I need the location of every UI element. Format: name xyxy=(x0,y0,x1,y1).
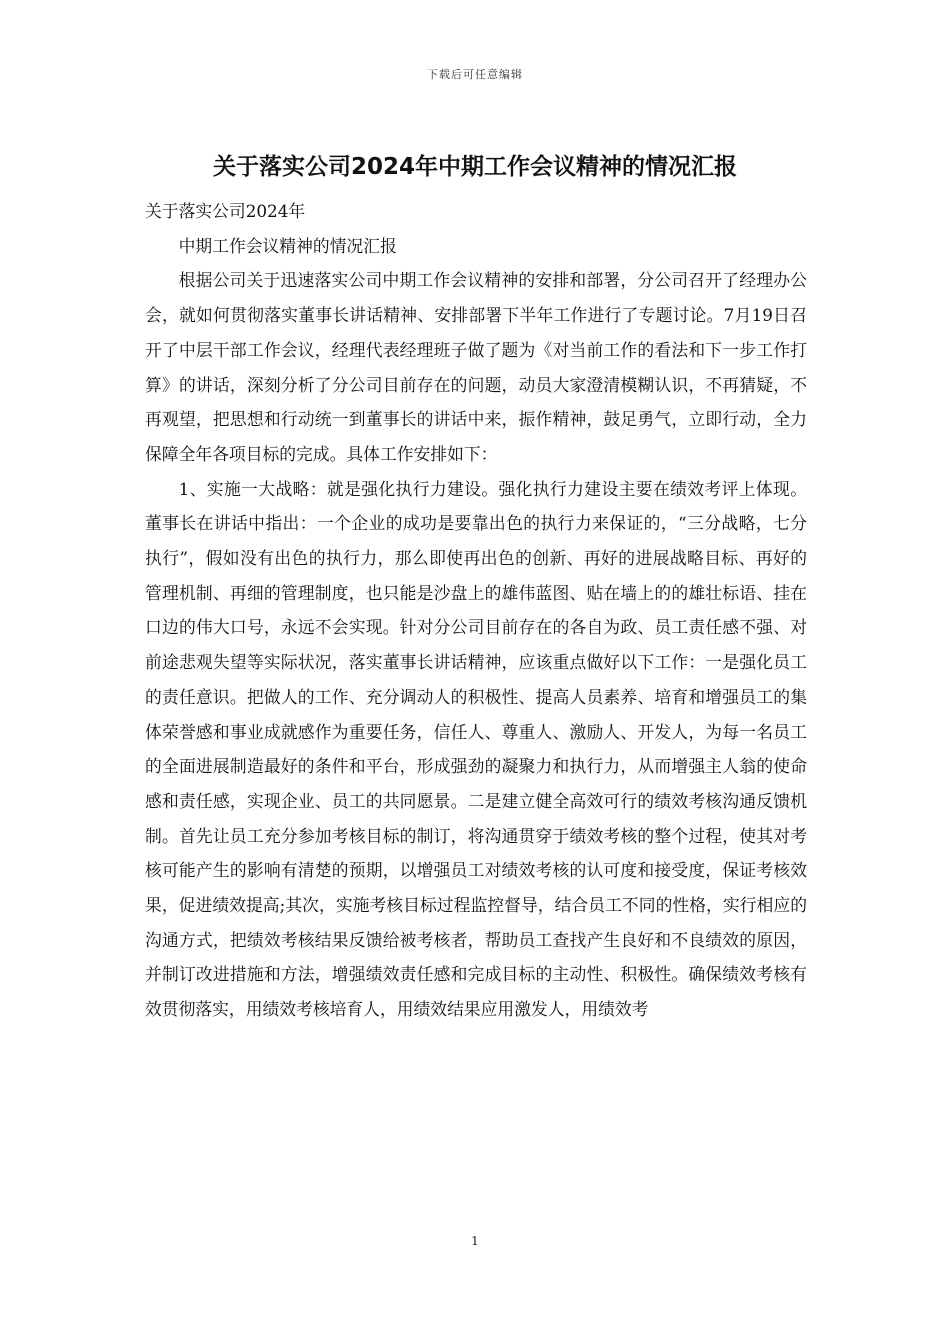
document-body xyxy=(145,194,807,1027)
page-number: 1 xyxy=(471,1234,479,1248)
paragraph-intro: 根据公司关于迅速落实公司中期工作会议精神的安排和部署，分公司召开了经理办公会，就如何贯彻落实董事长讲话精神、安排部署下半年工作进行了专题讨论。7月19日召开了中层干部工作会议，经理代表经理班子做了题为《对当前工作的看法和下一步工作打算》的讲话，深刻分析了分公司目前存在的问题，动员大家澄清模糊认识，不再猜疑，不再观望，把思想和行动统一到董事长的讲话中来，振作精神，鼓足勇气，立即行动，全力保障全年各项目标的完成。具体工作安排如下： xyxy=(145,270,807,464)
paragraph-strategy: 1、实施一大战略：就是强化执行力建设。强化执行力建设主要在绩效考评上体现。董事长在讲话中指出：一个企业的成功是要靠出色的执行力来保证的，“三分战略，七分执行”，假如没有出色的执行力，那么即使再出色的创新、再好的进展战略目标、再好的管理机制、再细的管理制度，也只能是沙盘上的雄伟蓝图、贴在墙上的的雄壮标语、挂在口边的伟大口号，永远不会实现。针对分公司目前存在的各自为政、员工责任感不强、对前途悲观失望等实际状况，落实董事长讲话精神，应该重点做好以下工作：一是强化员工的责任意识。把做人的工作、充分调动人的积极性、提高人员素养、培育和增强员工的集体荣誉感和事业成就感作为重要任务，信任人、尊重人、激励人、开发人，为每一名员工的全面进展制造最好的条件和平台，形成强劲的凝聚力和执行力，从而增强主人翁的使命感和责任感，实现企业、员工的共同愿景。二是建立健全高效可行的绩效考核沟通反馈机制。首先让员工充分参加考核目标的制订，将沟通贯穿于绩效考核的整个过程，使其对考核可能产生的影响有清楚的预期，以增强员工对绩效考核的认可度和接受度，保证考核效果，促进绩效提高;其次，实施考核目标过程监控督导，结合员工不同的性格，实行相应的沟通方式，把绩效考核结果反馈给被考核者，帮助员工查找产生良好和不良绩效的原因，并制订改进措施和方法，增强绩效责任感和完成目标的主动性、积极性。确保绩效考核有效贯彻落实，用绩效考核培育人，用绩效结果应用激发人，用绩效考 xyxy=(145,478,807,1020)
document-title: 关于落实公司2024年中期工作会议精神的情况汇报 xyxy=(212,154,737,180)
subtitle-line-1: 关于落实公司2024年 xyxy=(145,201,306,221)
header-note: 下载后可任意编辑 xyxy=(427,68,523,81)
subtitle-line-2: 中期工作会议精神的情况汇报 xyxy=(178,235,397,256)
